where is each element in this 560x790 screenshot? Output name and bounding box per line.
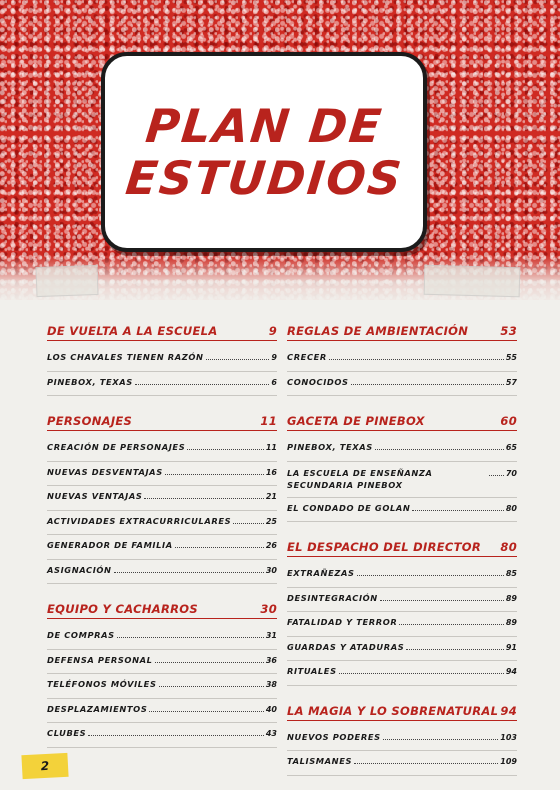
toc-entry-page: 103 [500, 732, 517, 742]
toc-section-title: GACETA DE PINEBOX [287, 414, 425, 428]
toc-section-header[interactable] [47, 324, 277, 341]
toc-entry-page: 31 [265, 631, 277, 640]
toc-entry-page: 16 [265, 467, 277, 477]
toc-entry-label: TELÉFONOS MÓVILES [47, 679, 157, 689]
toc-section-page: 60 [500, 414, 517, 428]
toc-section-page: 9 [268, 324, 277, 338]
toc-entry-page: 30 [265, 565, 277, 575]
toc-entry-page: 89 [505, 618, 517, 627]
toc-entry[interactable] [47, 560, 277, 585]
toc-section [287, 540, 517, 686]
leader-dots [406, 649, 504, 650]
leader-dots [175, 547, 264, 548]
leader-dots [114, 572, 264, 573]
toc-entry-label: CREACIÓN DE PERSONAJES [47, 442, 186, 452]
toc-section-title: REGLAS DE AMBIENTACIÓN [287, 324, 469, 338]
leader-dots [206, 359, 270, 360]
toc-entry-label: NUEVOS PODERES [287, 731, 381, 742]
toc-entry-label: ACTIVIDADES EXTRACURRICULARES [47, 515, 232, 526]
toc-section-header[interactable] [287, 324, 517, 341]
toc-entry-label: CONOCIDOS [287, 376, 349, 387]
toc-entry-label: CRECER [287, 352, 327, 362]
toc-entry-page: 36 [265, 655, 277, 665]
toc-entry-label: PINEBOX, TEXAS [287, 442, 373, 452]
toc-section-page: 11 [260, 414, 277, 428]
toc-entry-label: ASIGNACIÓN [47, 564, 112, 575]
leader-dots [135, 384, 270, 385]
toc-entry-label: FATALIDAD Y TERROR [287, 617, 398, 627]
toc-section [47, 414, 277, 584]
toc-entry-label: LA ESCUELA DE ENSEÑANZA SECUNDARIA PINEBOX [287, 467, 433, 490]
toc-entry[interactable] [287, 498, 517, 523]
toc-section-header[interactable] [47, 602, 277, 619]
toc-entry-page: 11 [265, 443, 277, 452]
leader-dots [339, 673, 504, 674]
toc-entry-label: EXTRAÑEZAS [287, 568, 355, 578]
toc-entry-page: 65 [505, 443, 517, 452]
toc-section-header[interactable] [287, 414, 517, 431]
toc-entry-label: NUEVAS DESVENTAJAS [47, 466, 163, 477]
toc-entry-label: NUEVAS VENTAJAS [47, 491, 143, 501]
toc-entry-page: 6 [271, 377, 277, 387]
leader-dots [165, 474, 264, 475]
toc-section-title: EL DESPACHO DEL DIRECTOR [287, 540, 482, 554]
toc-section [287, 324, 517, 396]
toc-entry[interactable] [47, 625, 277, 650]
toc-entry-label: CLUBES [47, 728, 87, 738]
leader-dots [155, 662, 264, 663]
toc-section-header[interactable] [287, 704, 517, 721]
toc-entry-page: 89 [505, 593, 517, 603]
toc-entry[interactable] [287, 563, 517, 588]
toc-entry[interactable] [287, 462, 517, 498]
leader-dots [375, 449, 504, 450]
leader-dots [187, 449, 264, 450]
toc-entry[interactable] [47, 723, 277, 748]
toc-entry-page: 26 [265, 541, 277, 550]
toc-entry-page: 85 [505, 569, 517, 578]
toc-entry[interactable] [47, 699, 277, 724]
leader-dots [383, 739, 499, 740]
toc-entry-page: 43 [265, 729, 277, 738]
toc-entry[interactable] [47, 347, 277, 372]
toc-entry-page: 91 [505, 642, 517, 652]
toc-entry[interactable] [287, 727, 517, 752]
toc-entry-label: PINEBOX, TEXAS [47, 376, 133, 387]
toc-section [287, 704, 517, 776]
leader-dots [149, 711, 263, 712]
leader-dots [117, 637, 264, 638]
toc-entry[interactable] [47, 372, 277, 397]
toc-entry[interactable] [47, 674, 277, 699]
toc-section-title: EQUIPO Y CACHARROS [47, 602, 198, 616]
toc-entry-label: DE COMPRAS [47, 630, 115, 640]
leader-dots [489, 475, 504, 476]
toc-entry[interactable] [287, 637, 517, 662]
toc-entry-page: 94 [505, 667, 517, 676]
toc-section [47, 324, 277, 396]
toc-entry-label: LOS CHAVALES TIENEN RAZÓN [47, 352, 204, 362]
toc-section-page: 94 [500, 703, 517, 718]
toc-entry[interactable] [287, 347, 517, 372]
toc-entry-page: 109 [500, 757, 517, 766]
toc-entry[interactable] [47, 462, 277, 487]
toc-entry-page: 57 [505, 377, 517, 387]
leader-dots [329, 359, 504, 360]
toc-entry-page: 38 [265, 680, 277, 689]
leader-dots [380, 600, 504, 601]
toc-entry-label: GENERADOR DE FAMILIA [47, 540, 173, 550]
page-number: 2 [40, 758, 50, 774]
toc-section-page: 53 [500, 324, 517, 338]
toc-entry[interactable] [47, 535, 277, 560]
leader-dots [399, 624, 503, 625]
toc-section-title: PERSONAJES [47, 414, 133, 428]
toc-entry-label: RITUALES [287, 666, 337, 676]
toc-entry[interactable] [287, 437, 517, 462]
toc-entry-page: 40 [265, 704, 277, 714]
toc-entry-page: 25 [265, 516, 277, 526]
tape-strip-right [424, 265, 521, 298]
leader-dots [351, 384, 504, 385]
leader-dots [144, 498, 263, 499]
toc-entry[interactable] [47, 650, 277, 675]
toc-entry[interactable] [287, 751, 517, 776]
leader-dots [412, 510, 503, 511]
toc-entry-label: DESINTEGRACIÓN [287, 592, 378, 603]
toc-entry-label: TALISMANES [287, 756, 353, 766]
toc-entry[interactable] [47, 486, 277, 511]
toc-entry[interactable] [47, 437, 277, 462]
toc-entry-page: 70 [505, 468, 517, 478]
toc-entry-label: DESPLAZAMIENTOS [47, 703, 148, 714]
toc-section-title: LA MAGIA Y LO SOBRENATURAL [287, 703, 499, 718]
toc-left-column [47, 324, 277, 766]
toc-section-header[interactable] [287, 540, 517, 557]
page-title-line-1: PLAN DE [142, 99, 386, 153]
leader-dots [354, 763, 498, 764]
toc-entry-page: 9 [271, 353, 277, 362]
toc-section-header[interactable] [47, 414, 277, 431]
leader-dots [88, 735, 264, 736]
toc-entry-label: GUARDAS Y ATADURAS [287, 641, 405, 652]
title-screen-frame [101, 52, 427, 252]
toc-entry[interactable] [287, 372, 517, 397]
toc-entry-page: 55 [505, 353, 517, 362]
toc-section-page: 30 [260, 602, 277, 616]
leader-dots [159, 686, 264, 687]
leader-dots [233, 523, 264, 524]
toc-entry[interactable] [47, 511, 277, 536]
page-number-tab [21, 753, 68, 779]
toc-entry[interactable] [287, 612, 517, 637]
toc-section-title: DE VUELTA A LA ESCUELA [47, 324, 218, 338]
page-title-line-2: ESTUDIOS [122, 151, 406, 205]
toc-entry[interactable] [287, 661, 517, 686]
leader-dots [357, 575, 504, 576]
toc-section-page: 80 [500, 540, 517, 554]
toc-section [287, 414, 517, 522]
toc-entry-label: DEFENSA PERSONAL [47, 654, 153, 665]
toc-entry[interactable] [287, 588, 517, 613]
toc-section [47, 602, 277, 748]
tape-strip-left [35, 265, 98, 297]
toc-entry-page: 80 [505, 503, 517, 513]
toc-entry-page: 21 [265, 492, 277, 501]
toc-entry-label: EL CONDADO DE GOLAN [287, 502, 411, 513]
toc-right-column [287, 324, 517, 790]
